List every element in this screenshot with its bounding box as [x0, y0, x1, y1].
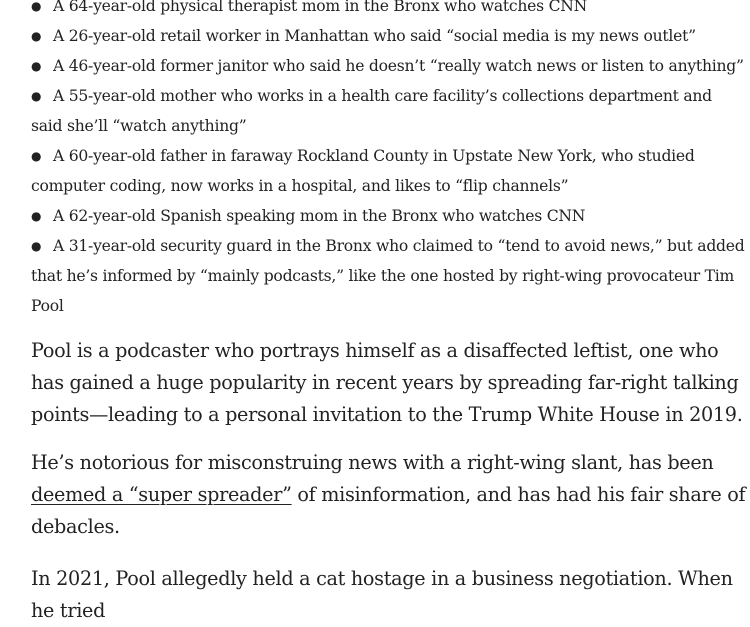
- list-item-text: A 31-year-old security guard in the Bronx who claimed to “tend to avoid news,” but added that he’s informed by “mainly podcasts,” like the one hosted by right-wing provocateur Tim Pool: [31, 237, 745, 315]
- paragraph-text: He’s notorious for misconstruing news with a right-wing slant, has been: [31, 451, 714, 474]
- super-spreader-link[interactable]: deemed a “super spreader”: [31, 483, 292, 506]
- list-item: [31, 81, 746, 141]
- list-item-text: A 60-year-old father in faraway Rockland County in Upstate New York, who studied computer coding, now works in a hospital, and likes to “flip channels”: [31, 147, 695, 195]
- bullet-icon: ●: [31, 89, 42, 103]
- list-item-text: A 62-year-old Spanish speaking mom in the Bronx who watches CNN: [53, 207, 586, 225]
- bullet-icon: ●: [31, 0, 42, 13]
- list-item-text: A 55-year-old mother who works in a health care facility’s collections department and said she’ll “watch anything”: [31, 87, 712, 135]
- list-item: [31, 231, 746, 321]
- bullet-icon: ●: [31, 239, 42, 253]
- paragraph-cat-hostage: In 2021, Pool allegedly held a cat hostage in a business negotiation. When he tried: [31, 567, 733, 622]
- list-item-text: A 46-year-old former janitor who said he doesn’t “really watch news or listen to anything”: [53, 57, 744, 75]
- list-item: [31, 201, 746, 231]
- bullet-icon: ●: [31, 59, 42, 73]
- respondent-list: [31, 0, 746, 321]
- list-item: [31, 0, 746, 21]
- list-item: [31, 51, 746, 81]
- list-item-text: A 26-year-old retail worker in Manhattan who said “social media is my news outlet”: [53, 27, 696, 45]
- list-item: [31, 141, 746, 201]
- article-body: [31, 0, 746, 627]
- paragraph-super-spreader: [31, 447, 746, 543]
- list-item-text: A 64-year-old physical therapist mom in the Bronx who watches CNN: [53, 0, 588, 15]
- paragraph-text: of misinformation, and has had his fair share of debacles.: [31, 483, 746, 538]
- paragraph-pool-intro: Pool is a podcaster who portrays himself as a disaffected leftist, one who has gained a huge popularity in recent years by spreading far-right talking points—leading to a personal invitation to the Trump White House in 2019.: [31, 339, 743, 426]
- bullet-icon: ●: [31, 29, 42, 43]
- bullet-icon: ●: [31, 149, 42, 163]
- list-item: [31, 21, 746, 51]
- bullet-icon: ●: [31, 209, 42, 223]
